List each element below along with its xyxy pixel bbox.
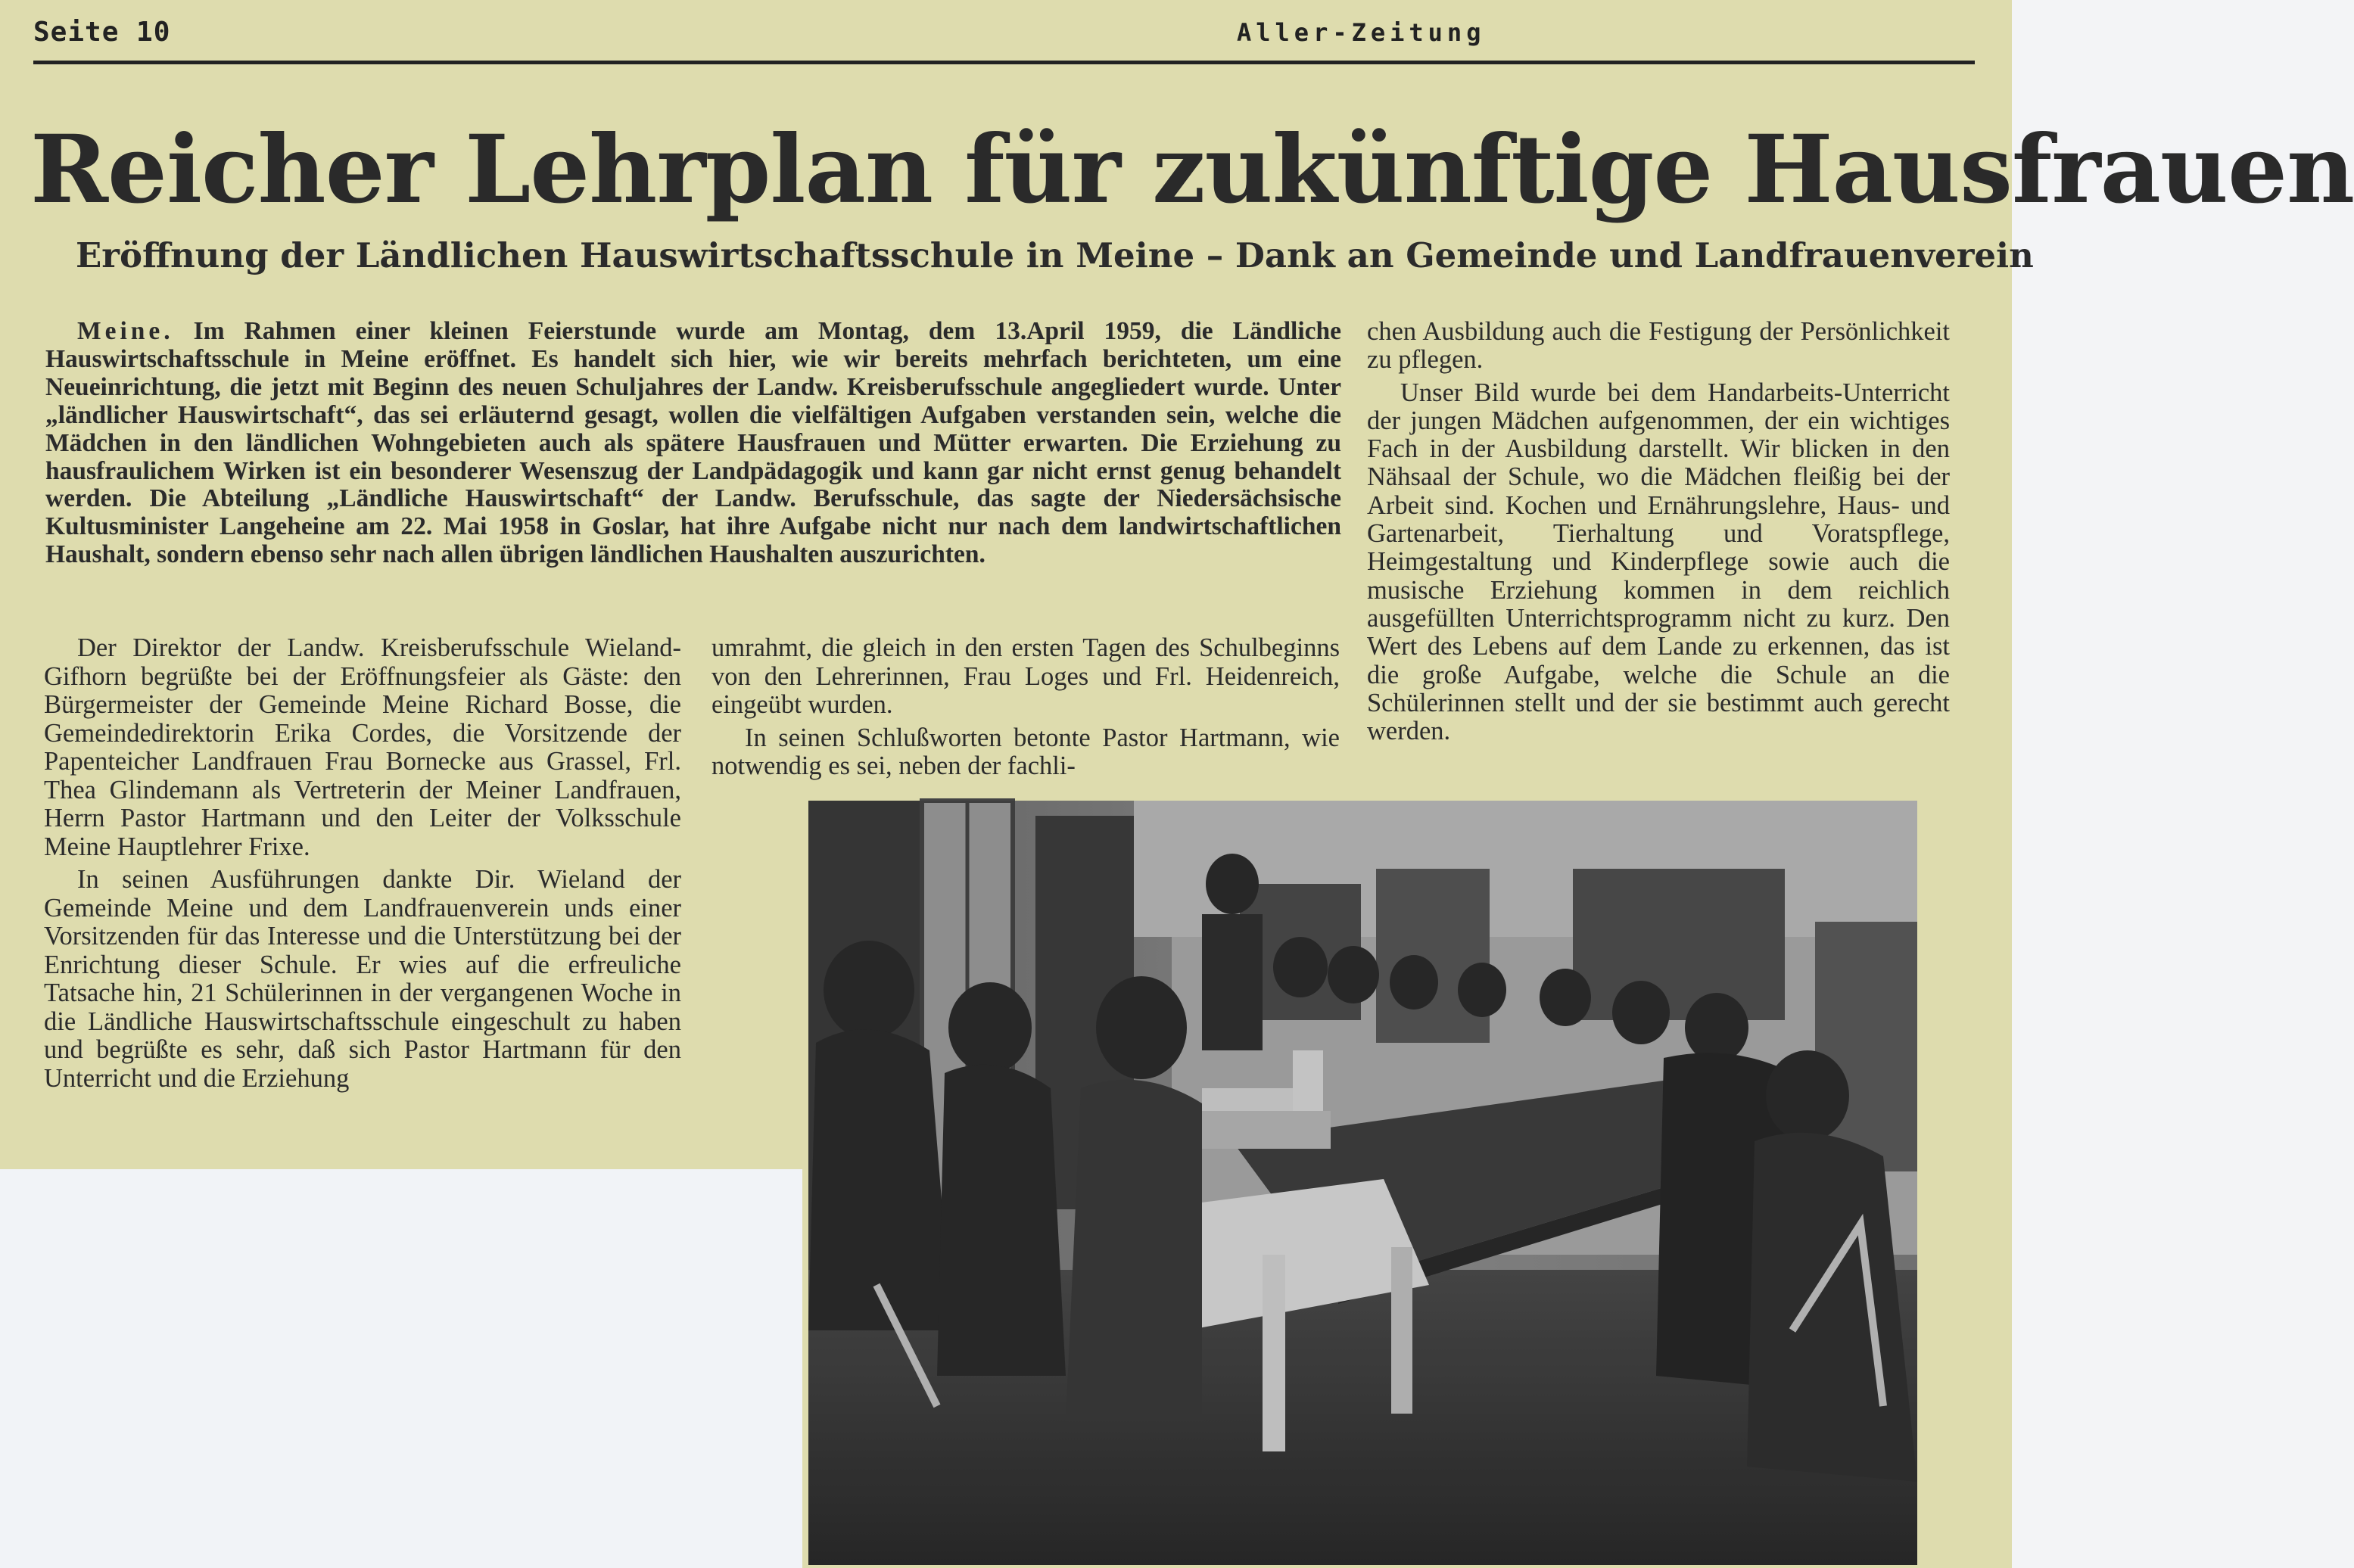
body-column-1 [44,634,681,1093]
dateline: Meine. [77,317,174,345]
paragraph: Unser Bild wurde bei dem Handarbeits-Unterricht der jungen Mädchen aufgenommen, der ein wichtiges Fach in der Ausbildung darstellt. Wir blicken in den Nähsaal der Schule, wo die Mädchen fleißig bei der Arbeit sind. Kochen und Ernährungslehre, Haus- und Gartenarbeit, Tierhaltung und Voratspflege, Heimgestaltung und Kinderpflege sowie auch die musische Erziehung kommen in dem reichlich ausgefüllten Unterrichtsprogramm nicht zu kurz. Den Wert des Lebens auf dem Lande zu erkennen, das ist die große Aufgabe, welche die Schule an die Schülerinnen stellt und der sie bestimmt auch gerecht werden. [1367,378,1950,746]
newspaper-name: Aller-Zeitung [1237,18,1486,47]
subheadline: Eröffnung der Ländlichen Hauswirtschaftsschule in Meine – Dank an Gemeinde und Landfrauenverein [76,235,2034,275]
paragraph: chen Ausbildung auch die Festigung der Persönlichkeit zu pflegen. [1367,317,1950,375]
body-column-2 [711,634,1340,781]
paragraph: In seinen Schlußworten betonte Pastor Hartmann, wie notwendig es sei, neben der fachli- [711,723,1340,780]
background-sheet [0,1150,802,1568]
headline: Reicher Lehrplan für zukünftige Hausfrauen [30,115,2354,225]
paragraph: Der Direktor der Landw. Kreisberufsschule Wieland-Gifhorn begrüßte bei der Eröffnungsfeier als Gäste: den Bürgermeister der Gemeinde Meine Richard Bosse, die Gemeindedirektorin Erika Cordes, die Vorsitzende der Papenteicher Landfrauen Frau Bornecke aus Grassel, Frl. Thea Glindemann als Vertreterin der Meiner Landfrauen, Herrn Pastor Hartmann und den Leiter der Volksschule Meine Hauptlehrer Frixe. [44,633,681,861]
page-header [33,17,1975,64]
photo-illustration [808,801,1917,1565]
lead-paragraph [45,318,1341,569]
sewing-class-photo [808,801,1917,1565]
paragraph: In seinen Ausführungen dankte Dir. Wieland der Gemeinde Meine und dem Landfrauenverein unds einer Vorsitzenden für das Interesse und die Unterstützung bei der Enrichtung dieser Schule. Er wies auf die erfreuliche Tatsache hin, 21 Schülerinnen in der vergangenen Woche in die Ländliche Hauswirtschaftsschule eingeschult zu haben und begrüßte es sehr, daß sich Pastor Hartmann für den Unterricht und die Erziehung [44,865,681,1093]
page-number: Seite 10 [33,17,171,48]
lead-text: Im Rahmen einer kleinen Feierstunde wurde am Montag, dem 13.April 1959, die Ländliche Hauswirtschaftsschule in Meine eröffnet. Es handelt sich hier, wie wir bereits mehrfach berichteten, um eine Neueinrichtung, die jetzt mit Beginn des neuen Schuljahres der Landw. Kreisberufsschule angegliedert wurde. Unter „ländlicher Hauswirtschaft“, das sei erläuternd gesagt, wollen die vielfältigen Aufgaben verstanden sein, welche die Mädchen in den ländlichen Wohngebieten auch als spätere Hausfrauen und Mütter erwarten. Die Erziehung zu hausfraulichem Wirken ist ein besonderer Wesenszug der Landpädagogik und kann gar nicht ernst genug behandelt werden. Die Abteilung „Ländliche Hauswirtschaft“ der Landw. Berufsschule, das sagte der Niedersächsische Kultusminister Langeheine am 22. Mai 1958 in Goslar, hat ihre Aufgabe nicht nur nach dem landwirtschaftlichen Haushalt, sondern ebenso sehr nach allen übrigen ländlichen Haushalten auszurichten. [45,317,1342,569]
body-column-3 [1367,318,1950,745]
paragraph: umrahmt, die gleich in den ersten Tagen des Schulbeginns von den Lehrerinnen, Frau Loges und Frl. Heidenreich, eingeübt wurden. [711,633,1340,719]
